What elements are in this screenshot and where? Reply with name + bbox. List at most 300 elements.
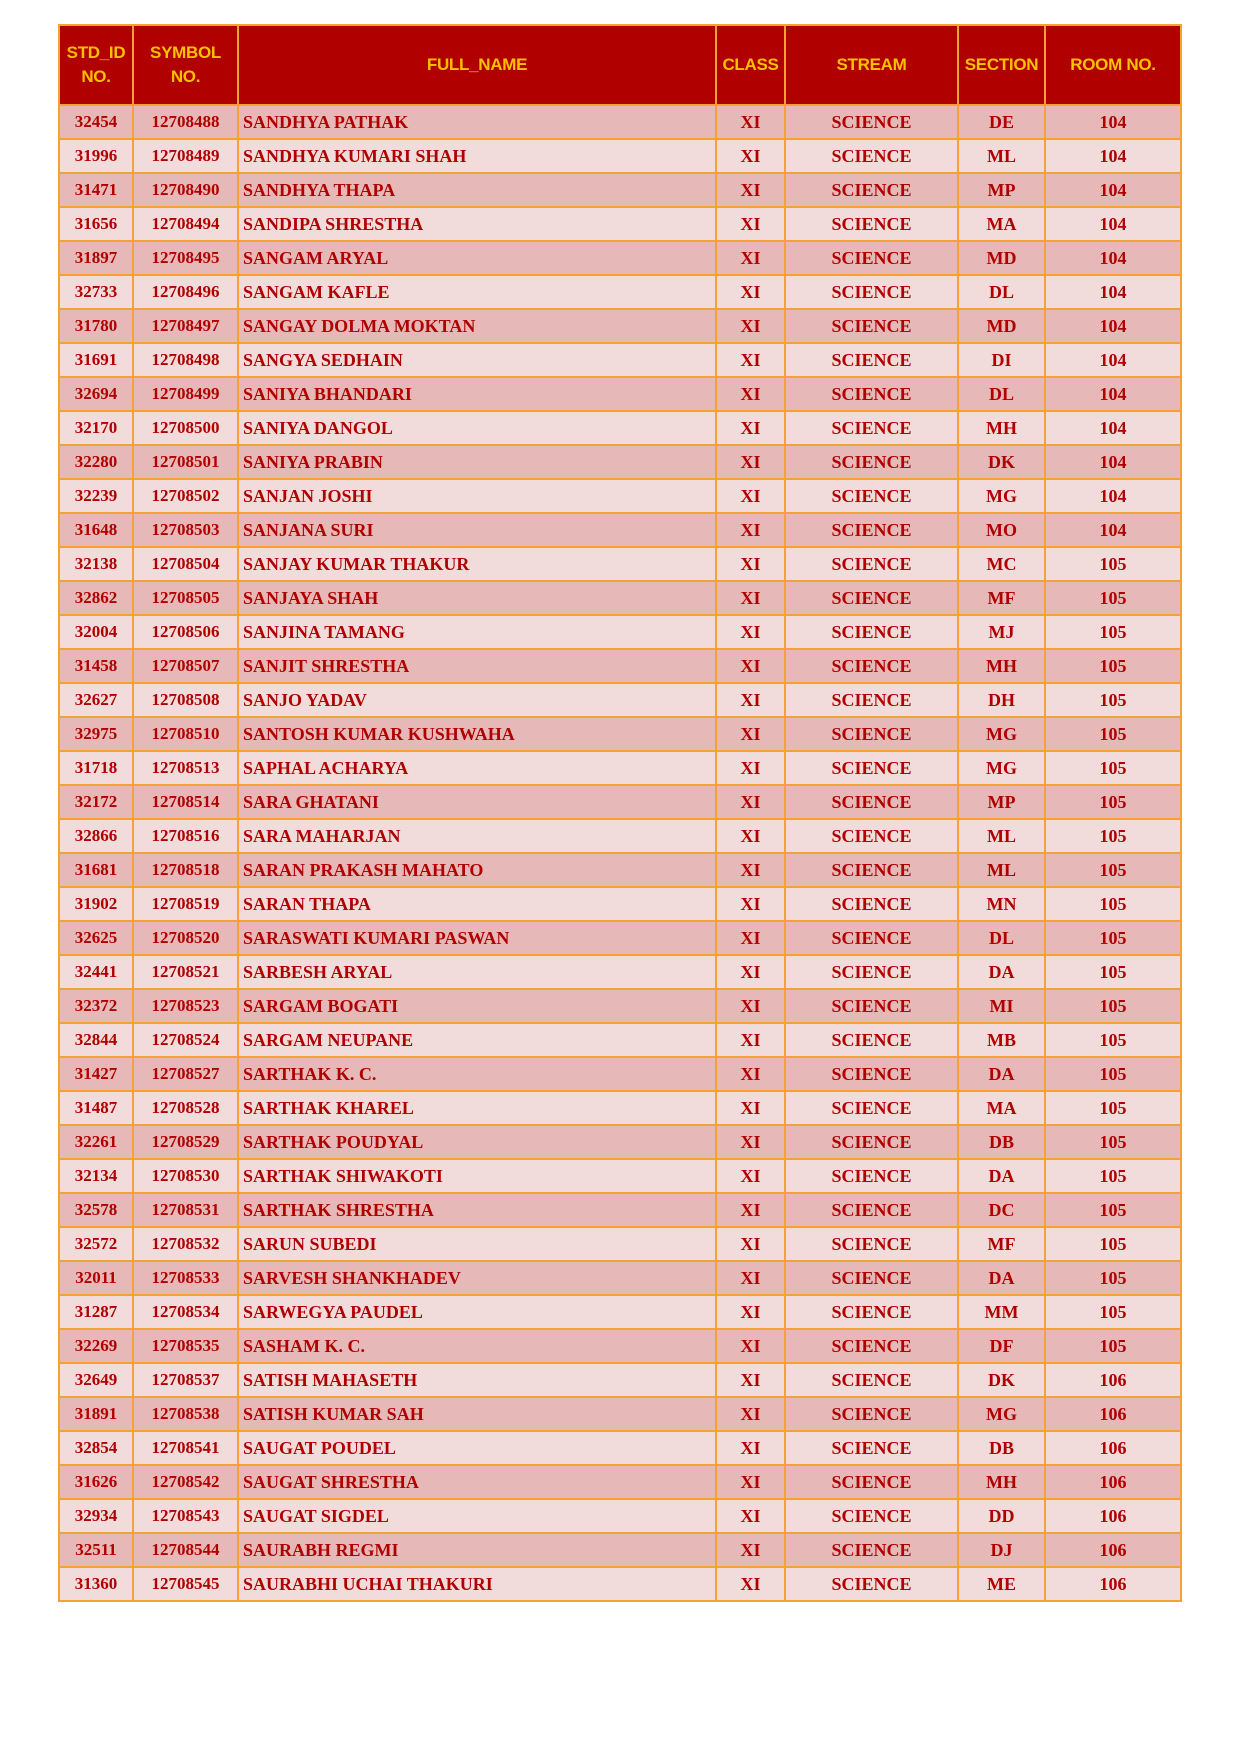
- cell-full-name: SANJIT SHRESTHA: [238, 649, 716, 683]
- cell-symbol-no: 12708514: [133, 785, 238, 819]
- cell-section: MJ: [958, 615, 1045, 649]
- cell-full-name: SANJINA TAMANG: [238, 615, 716, 649]
- table-row: [59, 105, 1181, 139]
- cell-section: DJ: [958, 1533, 1045, 1567]
- cell-std-id: 31360: [59, 1567, 133, 1601]
- cell-room-no: 105: [1045, 785, 1181, 819]
- table-row: [59, 921, 1181, 955]
- cell-class: XI: [716, 1023, 785, 1057]
- table-row: [59, 275, 1181, 309]
- cell-room-no: 105: [1045, 1023, 1181, 1057]
- cell-class: XI: [716, 139, 785, 173]
- cell-class: XI: [716, 343, 785, 377]
- cell-std-id: 31487: [59, 1091, 133, 1125]
- cell-std-id: 32934: [59, 1499, 133, 1533]
- cell-room-no: 105: [1045, 1261, 1181, 1295]
- cell-stream: SCIENCE: [785, 1431, 958, 1465]
- cell-full-name: SANIYA DANGOL: [238, 411, 716, 445]
- cell-symbol-no: 12708520: [133, 921, 238, 955]
- cell-full-name: SARWEGYA PAUDEL: [238, 1295, 716, 1329]
- cell-full-name: SANJANA SURI: [238, 513, 716, 547]
- cell-section: DA: [958, 1261, 1045, 1295]
- header-symbol-no-line-1: SYMBOL: [150, 43, 221, 62]
- cell-stream: SCIENCE: [785, 853, 958, 887]
- cell-room-no: 104: [1045, 139, 1181, 173]
- cell-stream: SCIENCE: [785, 377, 958, 411]
- cell-class: XI: [716, 1125, 785, 1159]
- cell-std-id: 31996: [59, 139, 133, 173]
- cell-std-id: 31891: [59, 1397, 133, 1431]
- cell-class: XI: [716, 785, 785, 819]
- cell-symbol-no: 12708535: [133, 1329, 238, 1363]
- cell-section: DC: [958, 1193, 1045, 1227]
- cell-std-id: 32627: [59, 683, 133, 717]
- cell-full-name: SAURABH REGMI: [238, 1533, 716, 1567]
- table-row: [59, 717, 1181, 751]
- cell-stream: SCIENCE: [785, 105, 958, 139]
- student-room-allocation-sheet: [58, 24, 1180, 1602]
- cell-stream: SCIENCE: [785, 207, 958, 241]
- cell-stream: SCIENCE: [785, 649, 958, 683]
- cell-stream: SCIENCE: [785, 1125, 958, 1159]
- cell-symbol-no: 12708503: [133, 513, 238, 547]
- cell-section: ML: [958, 139, 1045, 173]
- table-row: [59, 547, 1181, 581]
- cell-class: XI: [716, 1431, 785, 1465]
- table-row: [59, 1533, 1181, 1567]
- cell-symbol-no: 12708513: [133, 751, 238, 785]
- table-row: [59, 649, 1181, 683]
- cell-std-id: 32511: [59, 1533, 133, 1567]
- cell-class: XI: [716, 1193, 785, 1227]
- cell-symbol-no: 12708490: [133, 173, 238, 207]
- table-row: [59, 1261, 1181, 1295]
- cell-full-name: SANDHYA KUMARI SHAH: [238, 139, 716, 173]
- cell-std-id: 32854: [59, 1431, 133, 1465]
- table-row: [59, 1397, 1181, 1431]
- cell-section: DB: [958, 1125, 1045, 1159]
- cell-stream: SCIENCE: [785, 1499, 958, 1533]
- cell-section: MC: [958, 547, 1045, 581]
- cell-full-name: SARASWATI KUMARI PASWAN: [238, 921, 716, 955]
- cell-class: XI: [716, 683, 785, 717]
- cell-section: MP: [958, 173, 1045, 207]
- cell-room-no: 105: [1045, 1091, 1181, 1125]
- cell-symbol-no: 12708533: [133, 1261, 238, 1295]
- cell-section: ML: [958, 853, 1045, 887]
- cell-section: MP: [958, 785, 1045, 819]
- cell-section: MH: [958, 411, 1045, 445]
- cell-section: MG: [958, 1397, 1045, 1431]
- cell-section: MB: [958, 1023, 1045, 1057]
- cell-stream: SCIENCE: [785, 1295, 958, 1329]
- cell-std-id: 32844: [59, 1023, 133, 1057]
- cell-std-id: 32280: [59, 445, 133, 479]
- cell-room-no: 106: [1045, 1363, 1181, 1397]
- cell-symbol-no: 12708524: [133, 1023, 238, 1057]
- cell-section: MF: [958, 1227, 1045, 1261]
- cell-full-name: SANDHYA PATHAK: [238, 105, 716, 139]
- cell-std-id: 32862: [59, 581, 133, 615]
- table-row: [59, 173, 1181, 207]
- cell-class: XI: [716, 173, 785, 207]
- table-row: [59, 377, 1181, 411]
- header-room-no: ROOM NO.: [1045, 25, 1181, 105]
- cell-full-name: SARAN THAPA: [238, 887, 716, 921]
- table-body: [59, 105, 1181, 1601]
- table-row: [59, 989, 1181, 1023]
- cell-symbol-no: 12708534: [133, 1295, 238, 1329]
- cell-full-name: SANIYA BHANDARI: [238, 377, 716, 411]
- cell-stream: SCIENCE: [785, 1193, 958, 1227]
- cell-room-no: 104: [1045, 513, 1181, 547]
- cell-room-no: 105: [1045, 1227, 1181, 1261]
- cell-symbol-no: 12708496: [133, 275, 238, 309]
- cell-room-no: 104: [1045, 445, 1181, 479]
- cell-symbol-no: 12708537: [133, 1363, 238, 1397]
- cell-section: DL: [958, 377, 1045, 411]
- header-stream: STREAM: [785, 25, 958, 105]
- cell-class: XI: [716, 377, 785, 411]
- cell-room-no: 104: [1045, 173, 1181, 207]
- cell-full-name: SATISH KUMAR SAH: [238, 1397, 716, 1431]
- header-full-name: FULL_NAME: [238, 25, 716, 105]
- cell-room-no: 105: [1045, 853, 1181, 887]
- cell-stream: SCIENCE: [785, 887, 958, 921]
- cell-std-id: 31897: [59, 241, 133, 275]
- cell-stream: SCIENCE: [785, 1465, 958, 1499]
- cell-symbol-no: 12708541: [133, 1431, 238, 1465]
- cell-stream: SCIENCE: [785, 1397, 958, 1431]
- cell-class: XI: [716, 1465, 785, 1499]
- table-row: [59, 479, 1181, 513]
- table-row: [59, 819, 1181, 853]
- cell-symbol-no: 12708531: [133, 1193, 238, 1227]
- cell-std-id: 32239: [59, 479, 133, 513]
- cell-symbol-no: 12708527: [133, 1057, 238, 1091]
- cell-section: DA: [958, 955, 1045, 989]
- cell-class: XI: [716, 649, 785, 683]
- cell-symbol-no: 12708506: [133, 615, 238, 649]
- cell-room-no: 105: [1045, 1329, 1181, 1363]
- table-row: [59, 207, 1181, 241]
- cell-std-id: 32441: [59, 955, 133, 989]
- cell-full-name: SANJO YADAV: [238, 683, 716, 717]
- cell-section: DK: [958, 1363, 1045, 1397]
- cell-symbol-no: 12708495: [133, 241, 238, 275]
- cell-std-id: 32649: [59, 1363, 133, 1397]
- cell-section: MA: [958, 1091, 1045, 1125]
- table-row: [59, 1465, 1181, 1499]
- cell-room-no: 104: [1045, 105, 1181, 139]
- table-row: [59, 1499, 1181, 1533]
- cell-section: MO: [958, 513, 1045, 547]
- cell-room-no: 105: [1045, 887, 1181, 921]
- cell-class: XI: [716, 445, 785, 479]
- header-std-id-line-2: NO.: [81, 67, 111, 86]
- cell-std-id: 31648: [59, 513, 133, 547]
- header-row: [59, 25, 1181, 105]
- table-row: [59, 853, 1181, 887]
- table-row: [59, 1193, 1181, 1227]
- cell-symbol-no: 12708544: [133, 1533, 238, 1567]
- cell-class: XI: [716, 105, 785, 139]
- cell-std-id: 32694: [59, 377, 133, 411]
- cell-symbol-no: 12708523: [133, 989, 238, 1023]
- cell-symbol-no: 12708498: [133, 343, 238, 377]
- cell-std-id: 32004: [59, 615, 133, 649]
- cell-room-no: 106: [1045, 1499, 1181, 1533]
- cell-stream: SCIENCE: [785, 1329, 958, 1363]
- cell-full-name: SANGAY DOLMA MOKTAN: [238, 309, 716, 343]
- cell-std-id: 31458: [59, 649, 133, 683]
- cell-room-no: 104: [1045, 241, 1181, 275]
- cell-section: ME: [958, 1567, 1045, 1601]
- table-row: [59, 411, 1181, 445]
- cell-class: XI: [716, 1567, 785, 1601]
- cell-section: MM: [958, 1295, 1045, 1329]
- cell-std-id: 31287: [59, 1295, 133, 1329]
- cell-full-name: SARUN SUBEDI: [238, 1227, 716, 1261]
- cell-section: MG: [958, 479, 1045, 513]
- cell-section: MA: [958, 207, 1045, 241]
- cell-stream: SCIENCE: [785, 785, 958, 819]
- cell-symbol-no: 12708489: [133, 139, 238, 173]
- cell-std-id: 31471: [59, 173, 133, 207]
- cell-stream: SCIENCE: [785, 173, 958, 207]
- cell-class: XI: [716, 989, 785, 1023]
- cell-std-id: 31902: [59, 887, 133, 921]
- table-row: [59, 1227, 1181, 1261]
- cell-room-no: 104: [1045, 207, 1181, 241]
- cell-std-id: 32261: [59, 1125, 133, 1159]
- cell-class: XI: [716, 1295, 785, 1329]
- cell-full-name: SARA MAHARJAN: [238, 819, 716, 853]
- table-row: [59, 1091, 1181, 1125]
- cell-room-no: 106: [1045, 1567, 1181, 1601]
- cell-symbol-no: 12708508: [133, 683, 238, 717]
- table-header: [59, 25, 1181, 105]
- cell-full-name: SARTHAK SHIWAKOTI: [238, 1159, 716, 1193]
- cell-class: XI: [716, 751, 785, 785]
- cell-room-no: 104: [1045, 343, 1181, 377]
- cell-stream: SCIENCE: [785, 241, 958, 275]
- cell-room-no: 106: [1045, 1465, 1181, 1499]
- cell-full-name: SAUGAT SIGDEL: [238, 1499, 716, 1533]
- cell-std-id: 32733: [59, 275, 133, 309]
- cell-class: XI: [716, 1261, 785, 1295]
- cell-section: DH: [958, 683, 1045, 717]
- cell-full-name: SARBESH ARYAL: [238, 955, 716, 989]
- cell-std-id: 31780: [59, 309, 133, 343]
- cell-full-name: SANIYA PRABIN: [238, 445, 716, 479]
- cell-class: XI: [716, 819, 785, 853]
- cell-class: XI: [716, 1329, 785, 1363]
- cell-std-id: 32011: [59, 1261, 133, 1295]
- cell-room-no: 104: [1045, 377, 1181, 411]
- cell-section: DK: [958, 445, 1045, 479]
- cell-section: MH: [958, 649, 1045, 683]
- cell-symbol-no: 12708545: [133, 1567, 238, 1601]
- table-row: [59, 1057, 1181, 1091]
- cell-symbol-no: 12708499: [133, 377, 238, 411]
- cell-std-id: 31656: [59, 207, 133, 241]
- table-row: [59, 785, 1181, 819]
- cell-symbol-no: 12708530: [133, 1159, 238, 1193]
- cell-class: XI: [716, 853, 785, 887]
- table-row: [59, 343, 1181, 377]
- cell-section: MN: [958, 887, 1045, 921]
- cell-std-id: 32578: [59, 1193, 133, 1227]
- table-row: [59, 1329, 1181, 1363]
- cell-symbol-no: 12708529: [133, 1125, 238, 1159]
- cell-class: XI: [716, 513, 785, 547]
- cell-symbol-no: 12708521: [133, 955, 238, 989]
- cell-class: XI: [716, 1533, 785, 1567]
- cell-room-no: 105: [1045, 581, 1181, 615]
- cell-symbol-no: 12708494: [133, 207, 238, 241]
- cell-class: XI: [716, 411, 785, 445]
- cell-section: MG: [958, 717, 1045, 751]
- cell-std-id: 32572: [59, 1227, 133, 1261]
- table-row: [59, 445, 1181, 479]
- cell-full-name: SAPHAL ACHARYA: [238, 751, 716, 785]
- cell-symbol-no: 12708510: [133, 717, 238, 751]
- cell-stream: SCIENCE: [785, 819, 958, 853]
- cell-section: DL: [958, 921, 1045, 955]
- cell-full-name: SARVESH SHANKHADEV: [238, 1261, 716, 1295]
- student-roster-table: [58, 24, 1182, 1602]
- header-section: SECTION: [958, 25, 1045, 105]
- cell-room-no: 105: [1045, 1125, 1181, 1159]
- cell-symbol-no: 12708502: [133, 479, 238, 513]
- cell-symbol-no: 12708528: [133, 1091, 238, 1125]
- cell-room-no: 106: [1045, 1397, 1181, 1431]
- cell-section: MI: [958, 989, 1045, 1023]
- cell-section: MD: [958, 309, 1045, 343]
- cell-full-name: SAUGAT POUDEL: [238, 1431, 716, 1465]
- table-row: [59, 1159, 1181, 1193]
- cell-std-id: 32170: [59, 411, 133, 445]
- cell-stream: SCIENCE: [785, 1227, 958, 1261]
- cell-room-no: 104: [1045, 309, 1181, 343]
- cell-full-name: SANJAYA SHAH: [238, 581, 716, 615]
- cell-full-name: SARGAM NEUPANE: [238, 1023, 716, 1057]
- cell-room-no: 105: [1045, 955, 1181, 989]
- cell-symbol-no: 12708488: [133, 105, 238, 139]
- cell-full-name: SARAN PRAKASH MAHATO: [238, 853, 716, 887]
- cell-full-name: SASHAM K. C.: [238, 1329, 716, 1363]
- cell-section: DL: [958, 275, 1045, 309]
- cell-symbol-no: 12708516: [133, 819, 238, 853]
- table-row: [59, 887, 1181, 921]
- cell-class: XI: [716, 275, 785, 309]
- table-row: [59, 683, 1181, 717]
- cell-room-no: 105: [1045, 819, 1181, 853]
- header-std-id-line-1: STD_ID: [66, 43, 126, 62]
- cell-stream: SCIENCE: [785, 717, 958, 751]
- cell-section: DB: [958, 1431, 1045, 1465]
- cell-room-no: 106: [1045, 1431, 1181, 1465]
- header-symbol-no-line-2: NO.: [170, 67, 201, 86]
- cell-class: XI: [716, 1227, 785, 1261]
- cell-stream: SCIENCE: [785, 139, 958, 173]
- cell-std-id: 32138: [59, 547, 133, 581]
- cell-symbol-no: 12708542: [133, 1465, 238, 1499]
- cell-class: XI: [716, 1499, 785, 1533]
- cell-class: XI: [716, 1159, 785, 1193]
- cell-full-name: SARA GHATANI: [238, 785, 716, 819]
- cell-stream: SCIENCE: [785, 309, 958, 343]
- cell-stream: SCIENCE: [785, 1261, 958, 1295]
- cell-stream: SCIENCE: [785, 1567, 958, 1601]
- cell-stream: SCIENCE: [785, 683, 958, 717]
- cell-full-name: SARTHAK SHRESTHA: [238, 1193, 716, 1227]
- table-row: [59, 615, 1181, 649]
- cell-stream: SCIENCE: [785, 751, 958, 785]
- cell-full-name: SANGAM KAFLE: [238, 275, 716, 309]
- table-row: [59, 1125, 1181, 1159]
- cell-stream: SCIENCE: [785, 615, 958, 649]
- cell-stream: SCIENCE: [785, 479, 958, 513]
- cell-symbol-no: 12708532: [133, 1227, 238, 1261]
- cell-std-id: 32975: [59, 717, 133, 751]
- cell-std-id: 32625: [59, 921, 133, 955]
- cell-room-no: 105: [1045, 649, 1181, 683]
- cell-room-no: 104: [1045, 479, 1181, 513]
- cell-class: XI: [716, 1397, 785, 1431]
- cell-class: XI: [716, 1363, 785, 1397]
- cell-symbol-no: 12708501: [133, 445, 238, 479]
- cell-class: XI: [716, 615, 785, 649]
- cell-std-id: 32866: [59, 819, 133, 853]
- table-row: [59, 581, 1181, 615]
- cell-section: MG: [958, 751, 1045, 785]
- cell-class: XI: [716, 887, 785, 921]
- cell-stream: SCIENCE: [785, 955, 958, 989]
- cell-symbol-no: 12708505: [133, 581, 238, 615]
- cell-stream: SCIENCE: [785, 445, 958, 479]
- table-row: [59, 955, 1181, 989]
- cell-class: XI: [716, 547, 785, 581]
- table-row: [59, 139, 1181, 173]
- cell-stream: SCIENCE: [785, 1533, 958, 1567]
- table-row: [59, 241, 1181, 275]
- cell-room-no: 104: [1045, 275, 1181, 309]
- cell-full-name: SARGAM BOGATI: [238, 989, 716, 1023]
- cell-full-name: SANTOSH KUMAR KUSHWAHA: [238, 717, 716, 751]
- cell-std-id: 32372: [59, 989, 133, 1023]
- table-row: [59, 1431, 1181, 1465]
- cell-class: XI: [716, 309, 785, 343]
- cell-full-name: SANJAY KUMAR THAKUR: [238, 547, 716, 581]
- cell-symbol-no: 12708500: [133, 411, 238, 445]
- cell-class: XI: [716, 479, 785, 513]
- cell-symbol-no: 12708519: [133, 887, 238, 921]
- cell-class: XI: [716, 921, 785, 955]
- cell-stream: SCIENCE: [785, 581, 958, 615]
- cell-room-no: 105: [1045, 1057, 1181, 1091]
- cell-room-no: 105: [1045, 615, 1181, 649]
- cell-symbol-no: 12708497: [133, 309, 238, 343]
- cell-std-id: 31681: [59, 853, 133, 887]
- cell-full-name: SANGYA SEDHAIN: [238, 343, 716, 377]
- cell-class: XI: [716, 207, 785, 241]
- cell-stream: SCIENCE: [785, 513, 958, 547]
- cell-class: XI: [716, 581, 785, 615]
- table-row: [59, 1023, 1181, 1057]
- header-symbol-no: [133, 25, 238, 105]
